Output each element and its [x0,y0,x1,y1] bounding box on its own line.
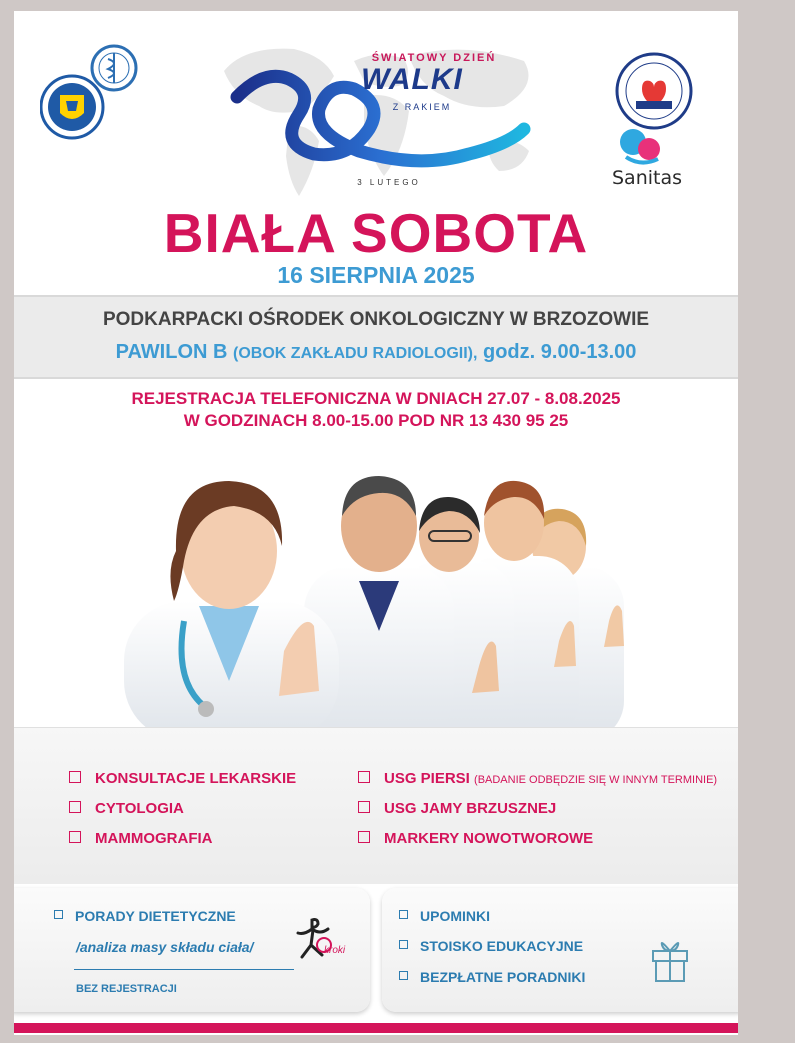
service-item: KONSULTACJE LEKARSKIE [69,770,296,787]
service-item: MARKERY NOWOTWOROWE [358,830,593,847]
sanitas-label: Sanitas [612,167,683,189]
foundation-logo [614,51,694,131]
footer-bar [14,1023,738,1033]
registration-line-1: REJESTRACJA TELEFONICZNA W DNIACH 27.07 - 8.08.2025 [131,389,621,408]
venue-pavilion-note: (OBOK ZAKŁADU RADIOLOGII), [233,345,478,362]
extras-item: BEZPŁATNE PORADNIKI [399,969,585,985]
checkbox-icon [399,910,408,919]
campaign-main-text: WALKI [361,63,463,96]
institution-logos [40,43,138,143]
service-item: CYTOLOGIA [69,800,184,817]
venue-hours: godz. 9.00-13.00 [483,341,637,363]
sanitas-logo [612,127,702,197]
checkbox-icon [358,801,370,813]
checkbox-icon [69,771,81,783]
services-panel [14,727,738,884]
kroki-logo [294,915,364,965]
kroki-label: kroki [324,945,346,956]
sanitas-icon [616,127,666,167]
doctors-photo [104,451,664,741]
campaign-bottom-text: Z RAKIEM [392,102,452,112]
venue-band [14,295,738,379]
checkbox-icon [358,831,370,843]
campaign-date-text: 3 LUTEGO [357,178,421,187]
venue-institution: PODKARPACKI OŚRODEK ONKOLOGICZNY W BRZOZOWIE [102,309,650,330]
event-title: BIAŁA SOBOTA [163,202,589,264]
service-item: MAMMOGRAFIA [69,830,212,847]
diet-advice-item: PORADY DIETETYCZNE [54,908,236,924]
extras-item: UPOMINKI [399,908,490,924]
poster [14,11,738,1035]
checkbox-icon [69,831,81,843]
service-item: USG PIERSI (BADANIE ODBĘDZIE SIĘ W INNYM TERMINIE) [358,770,717,787]
registration-line-2: W GODZINACH 8.00-15.00 POD NR 13 430 95 25 [183,411,569,430]
extras-item: STOISKO EDUKACYJNE [399,938,583,954]
checkbox-icon [358,771,370,783]
checkbox-icon [54,910,63,919]
diet-advice-subitem: /analiza masy składu ciała/ [76,939,254,955]
checkbox-icon [399,971,408,980]
event-date: 16 SIERPNIA 2025 [277,262,475,288]
venue-pavilion: PAWILON B [115,341,228,363]
checkbox-icon [399,940,408,949]
gift-icon [650,933,690,983]
checkbox-icon [69,801,81,813]
venue-details [14,341,738,364]
campaign-top-text: ŚWIATOWY DZIEŃ [371,52,497,64]
no-registration-note: BEZ REJESTRACJI [76,983,177,995]
service-item: USG JAMY BRZUSZNEJ [358,800,556,817]
divider [74,969,294,970]
